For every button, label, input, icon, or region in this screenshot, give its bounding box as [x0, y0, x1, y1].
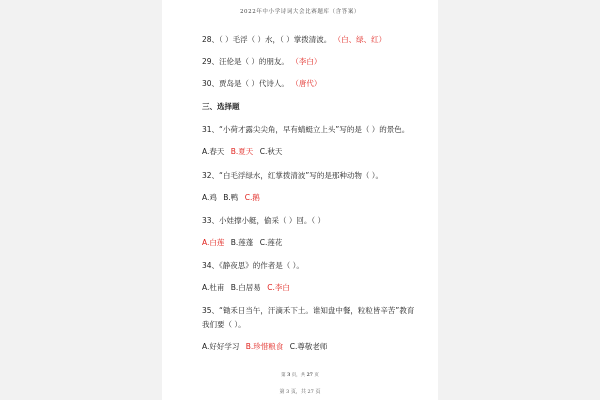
footer-total-pages: 27: [306, 373, 313, 378]
question-29: [202, 56, 321, 67]
page-footer-counter: [162, 372, 438, 378]
question-34-text: 34、《静夜思》的作者是（ ）。: [202, 261, 304, 270]
question-32-options: [202, 192, 264, 203]
question-35-text-line2: 我们要（ ）。: [202, 320, 246, 329]
question-32-option-c: C.鹅: [244, 193, 260, 202]
section-title-choice: 三、选择题: [202, 102, 240, 111]
question-31-text: 31、“小荷才露尖尖角，早有蜻蜓立上头”写的是（ ）的景色。: [202, 125, 410, 134]
question-35-option-b: B.珍惜粮食: [245, 342, 284, 351]
question-29-answer: （李白）: [291, 57, 322, 66]
footer-page-number: 3: [287, 373, 291, 378]
question-33-option-a: A.白莲: [202, 238, 225, 247]
question-34-option-a: A.杜甫: [202, 283, 225, 292]
question-33-option-c: C.莲花: [259, 238, 283, 247]
question-34-option-c: C.李白: [267, 283, 290, 292]
question-35-option-c: C.尊敬老师: [289, 342, 328, 351]
document-page: [162, 0, 438, 400]
page-header-title: 2022年中小学诗词大会比赛题库（含答案）: [239, 9, 361, 15]
question-30-text: 30、贾岛是（ ）代诗人。: [202, 79, 289, 88]
question-31-option-b: B.夏天: [230, 147, 254, 156]
question-28-text: 28、（ ）毛浮（ ）水，（ ）掌拨清波。: [202, 35, 332, 44]
page-footer-text: 第 3 页，共 27 页: [279, 389, 321, 395]
question-31-option-a: A.春天: [202, 147, 225, 156]
footer-suffix: 页: [314, 373, 319, 378]
question-33-text: 33、小娃撑小艇，偷采（ ）回。（ ）: [202, 216, 326, 225]
question-34-options: [202, 282, 294, 293]
question-32-option-b: B.鸭: [223, 193, 239, 202]
footer-middle: 页，共: [291, 373, 306, 378]
question-32-option-a: A.鸡: [202, 193, 217, 202]
question-32-text: 32、“白毛浮绿水，红掌拨清波”写的是那种动物（ ）。: [202, 171, 383, 180]
question-34-option-b: B.白居易: [230, 283, 261, 292]
question-30: [202, 78, 321, 89]
question-29-text: 29、汪伦是（ ）的朋友。: [202, 57, 289, 66]
question-33-options: [202, 237, 286, 248]
question-31-option-c: C.秋天: [259, 147, 283, 156]
footer-prefix: 第: [281, 373, 286, 378]
question-33-option-b: B.莲蓬: [230, 238, 254, 247]
question-35-options: [202, 341, 331, 352]
question-31-options: [202, 146, 286, 157]
question-30-answer: （唐代）: [291, 79, 322, 88]
question-28-answer: （白、绿、红）: [333, 35, 387, 44]
question-35-option-a: A.好好学习: [202, 342, 240, 351]
question-28: [202, 34, 386, 45]
question-35-text-line1: 35、“锄禾日当午，汗滴禾下土。谁知盘中餐，粒粒皆辛苦”教育: [202, 306, 415, 315]
